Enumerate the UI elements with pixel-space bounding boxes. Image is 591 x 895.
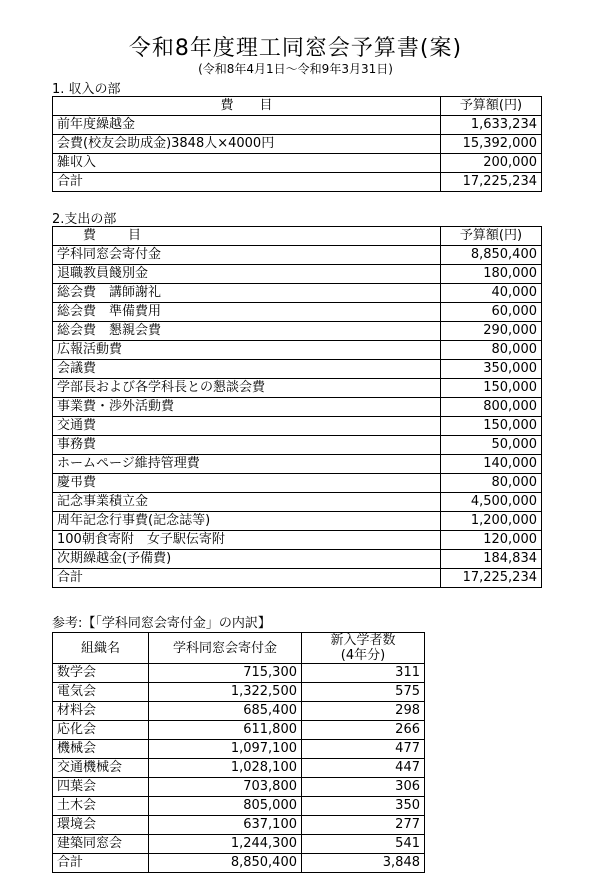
- expense-row: [53, 455, 542, 474]
- expense-table: [52, 226, 542, 588]
- breakdown-row: [53, 721, 425, 740]
- income-item-cell: 前年度繰越金: [53, 116, 441, 135]
- expense-row: [53, 493, 542, 512]
- expense-row: [53, 341, 542, 360]
- expense-item-cell: 学部長および各学科長との懇談会費: [53, 379, 441, 398]
- expense-amount-cell: 50,000: [441, 436, 542, 455]
- breakdown-org-cell: 土木会: [53, 797, 149, 816]
- income-row: [53, 116, 542, 135]
- page-title: 令和8年度理工同窓会予算書(案): [128, 36, 463, 61]
- expense-row: [53, 531, 542, 550]
- breakdown-students-cell: 350: [302, 797, 425, 816]
- breakdown-section-label: 参考:【「学科同窓会寄付金」の内訳】: [52, 616, 271, 631]
- income-amount-cell: 15,392,000: [441, 135, 542, 154]
- expense-amount-cell: 180,000: [441, 265, 542, 284]
- expense-item-cell: 退職教員餞別金: [53, 265, 441, 284]
- expense-amount-cell: 800,000: [441, 398, 542, 417]
- breakdown-donation-cell: 1,097,100: [149, 740, 302, 759]
- breakdown-row: [53, 797, 425, 816]
- breakdown-students-cell: 3,848: [302, 854, 425, 873]
- expense-amount-cell: 350,000: [441, 360, 542, 379]
- expense-header-amount: 予算額(円): [441, 227, 542, 246]
- expense-amount-cell: 290,000: [441, 322, 542, 341]
- breakdown-row: [53, 778, 425, 797]
- breakdown-org-cell: 環境会: [53, 816, 149, 835]
- breakdown-students-cell: 541: [302, 835, 425, 854]
- expense-item-cell: 広報活動費: [53, 341, 441, 360]
- expense-row: [53, 512, 542, 531]
- expense-item-cell: 慶弔費: [53, 474, 441, 493]
- expense-amount-cell: 40,000: [441, 284, 542, 303]
- expense-amount-cell: 150,000: [441, 379, 542, 398]
- breakdown-students-cell: 575: [302, 683, 425, 702]
- breakdown-donation-cell: 685,400: [149, 702, 302, 721]
- expense-item-cell: 交通費: [53, 417, 441, 436]
- expense-amount-cell: 140,000: [441, 455, 542, 474]
- expense-item-cell: 合計: [53, 569, 441, 588]
- breakdown-row: [53, 835, 425, 854]
- expense-row: [53, 417, 542, 436]
- breakdown-org-cell: 交通機械会: [53, 759, 149, 778]
- income-amount-cell: 1,633,234: [441, 116, 542, 135]
- breakdown-org-cell: 合計: [53, 854, 149, 873]
- income-item-cell: 会費(校友会助成金)3848人×4000円: [53, 135, 441, 154]
- breakdown-students-cell: 306: [302, 778, 425, 797]
- income-item-cell: 合計: [53, 173, 441, 192]
- expense-row: [53, 360, 542, 379]
- breakdown-org-cell: 材料会: [53, 702, 149, 721]
- expense-row: [53, 474, 542, 493]
- breakdown-students-cell: 298: [302, 702, 425, 721]
- breakdown-header-row: [53, 633, 425, 664]
- breakdown-donation-cell: 715,300: [149, 664, 302, 683]
- income-row: [53, 135, 542, 154]
- breakdown-row: [53, 664, 425, 683]
- income-header-row: [53, 97, 542, 116]
- expense-amount-cell: 120,000: [441, 531, 542, 550]
- income-row: [53, 154, 542, 173]
- expense-item-cell: 総会費 講師謝礼: [53, 284, 441, 303]
- breakdown-donation-cell: 1,322,500: [149, 683, 302, 702]
- expense-row: [53, 436, 542, 455]
- expense-header-item: 費 目: [53, 227, 441, 246]
- expense-item-cell: 事業費・渉外活動費: [53, 398, 441, 417]
- breakdown-header-students: [302, 633, 425, 664]
- income-amount-cell: 200,000: [441, 154, 542, 173]
- expense-row: [53, 398, 542, 417]
- breakdown-org-cell: 数学会: [53, 664, 149, 683]
- breakdown-donation-cell: 637,100: [149, 816, 302, 835]
- expense-item-cell: 学科同窓会寄付金: [53, 246, 441, 265]
- expense-amount-cell: 60,000: [441, 303, 542, 322]
- expense-amount-cell: 184,834: [441, 550, 542, 569]
- breakdown-students-cell: 277: [302, 816, 425, 835]
- expense-row: [53, 265, 542, 284]
- breakdown-header-students-line2: (4年分): [340, 648, 386, 663]
- income-header-amount: 予算額(円): [441, 97, 542, 116]
- expense-row: [53, 303, 542, 322]
- income-section-label: 1. 収入の部: [52, 82, 121, 97]
- page-subtitle: (令和8年4月1日～令和9年3月31日): [198, 62, 393, 76]
- breakdown-students-cell: 447: [302, 759, 425, 778]
- expense-item-cell: 100朝食寄附 女子駅伝寄附: [53, 531, 441, 550]
- expense-item-cell: 周年記念行事費(記念誌等): [53, 512, 441, 531]
- expense-amount-cell: 8,850,400: [441, 246, 542, 265]
- income-item-cell: 雑収入: [53, 154, 441, 173]
- expense-amount-cell: 150,000: [441, 417, 542, 436]
- breakdown-donation-cell: 703,800: [149, 778, 302, 797]
- breakdown-row: [53, 702, 425, 721]
- breakdown-students-cell: 477: [302, 740, 425, 759]
- income-table: [52, 96, 542, 192]
- expense-item-cell: 総会費 準備費用: [53, 303, 441, 322]
- expense-item-cell: 次期繰越金(予備費): [53, 550, 441, 569]
- breakdown-org-cell: 機械会: [53, 740, 149, 759]
- income-header-item: 費 目: [53, 97, 441, 116]
- breakdown-header-students-line1: 新入学者数: [330, 633, 396, 648]
- breakdown-row: [53, 816, 425, 835]
- expense-item-cell: 総会費 懇親会費: [53, 322, 441, 341]
- breakdown-donation-cell: 8,850,400: [149, 854, 302, 873]
- breakdown-org-cell: 四葉会: [53, 778, 149, 797]
- expense-amount-cell: 17,225,234: [441, 569, 542, 588]
- breakdown-donation-cell: 805,000: [149, 797, 302, 816]
- income-amount-cell: 17,225,234: [441, 173, 542, 192]
- income-row: [53, 173, 542, 192]
- breakdown-row: [53, 683, 425, 702]
- expense-item-cell: ホームページ維持管理費: [53, 455, 441, 474]
- expense-row: [53, 569, 542, 588]
- breakdown-header-org: 組織名: [53, 633, 149, 664]
- expense-row: [53, 379, 542, 398]
- breakdown-students-cell: 311: [302, 664, 425, 683]
- breakdown-org-cell: 建築同窓会: [53, 835, 149, 854]
- breakdown-header-donation: 学科同窓会寄付金: [149, 633, 302, 664]
- expense-amount-cell: 1,200,000: [441, 512, 542, 531]
- expense-section-label: 2.支出の部: [52, 212, 117, 227]
- expense-item-cell: 会議費: [53, 360, 441, 379]
- expense-amount-cell: 80,000: [441, 474, 542, 493]
- breakdown-students-cell: 266: [302, 721, 425, 740]
- breakdown-org-cell: 応化会: [53, 721, 149, 740]
- expense-row: [53, 284, 542, 303]
- breakdown-org-cell: 電気会: [53, 683, 149, 702]
- expense-amount-cell: 4,500,000: [441, 493, 542, 512]
- breakdown-row: [53, 740, 425, 759]
- expense-item-cell: 事務費: [53, 436, 441, 455]
- breakdown-table: [52, 632, 425, 873]
- breakdown-donation-cell: 1,244,300: [149, 835, 302, 854]
- expense-header-row: [53, 227, 542, 246]
- expense-amount-cell: 80,000: [441, 341, 542, 360]
- breakdown-donation-cell: 611,800: [149, 721, 302, 740]
- breakdown-row: [53, 854, 425, 873]
- breakdown-row: [53, 759, 425, 778]
- expense-row: [53, 246, 542, 265]
- breakdown-donation-cell: 1,028,100: [149, 759, 302, 778]
- expense-row: [53, 322, 542, 341]
- expense-item-cell: 記念事業積立金: [53, 493, 441, 512]
- expense-row: [53, 550, 542, 569]
